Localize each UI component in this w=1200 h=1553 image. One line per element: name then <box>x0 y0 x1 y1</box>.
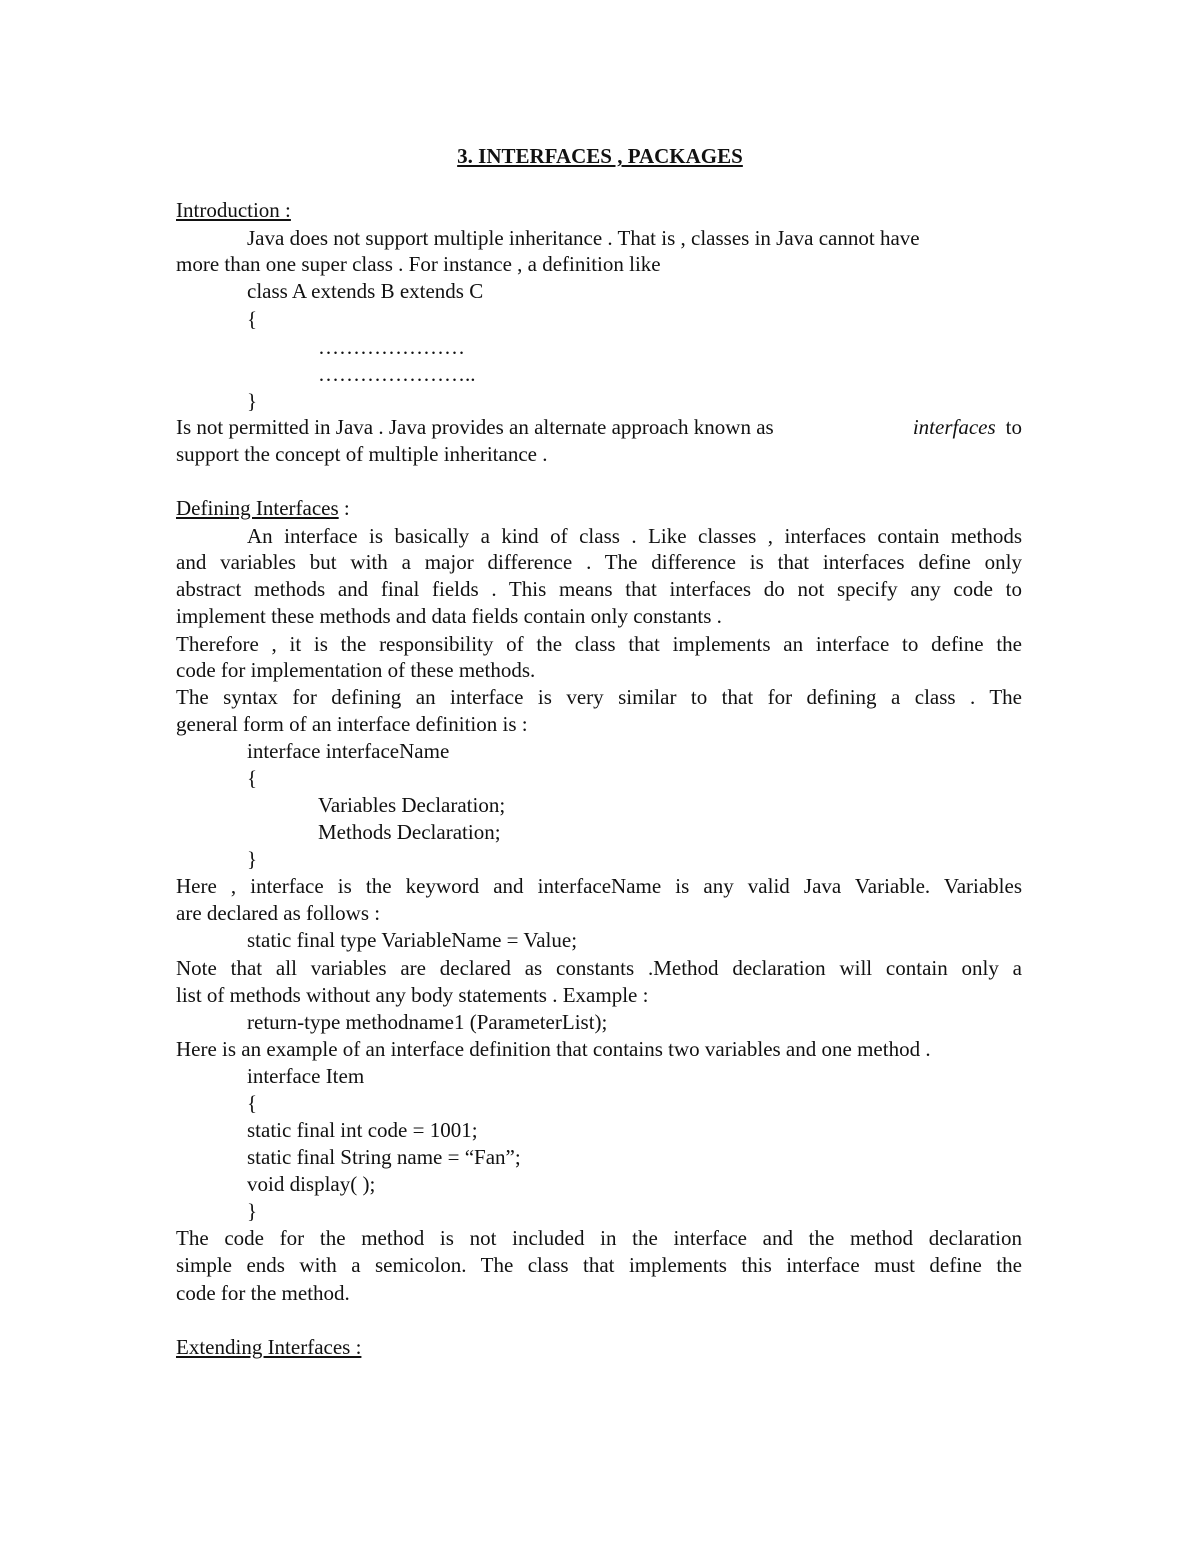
body-line: Therefore , it is the responsibility of the class that implements an interface to define the <box>176 632 1022 656</box>
body-line: abstract methods and final fields . This means that interfaces do not specify any code to <box>176 577 1022 601</box>
intro-text: to <box>1005 415 1022 439</box>
body-line: and variables but with a major difference . The difference is that interfaces define only <box>176 550 1022 574</box>
code-line: { <box>247 307 258 331</box>
extending-interfaces-heading: Extending Interfaces : <box>176 1335 362 1359</box>
intro-paragraph-line <box>247 225 1022 252</box>
body-line: simple ends with a semicolon. The class that implements this interface must define the <box>176 1253 1022 1277</box>
code-line: class A extends B extends C <box>247 279 484 303</box>
body-line: general form of an interface definition is : <box>176 712 528 736</box>
intro-line-text: Java does not support multiple inheritance . That is , classes in Java cannot have <box>247 226 920 250</box>
body-line: list of methods without any body statements . Example : <box>176 983 649 1007</box>
body-line: implement these methods and data fields contain only constants . <box>176 604 722 628</box>
syntax-line: Methods Declaration; <box>318 820 501 844</box>
page-title: 3. INTERFACES , PACKAGES <box>457 144 743 168</box>
syntax-line: { <box>247 766 258 790</box>
body-line: Note that all variables are declared as constants .Method declaration will contain only a <box>176 956 1022 980</box>
intro-paragraph-line: more than one super class . For instance , a definition like <box>176 252 661 276</box>
intro-paragraph-line: support the concept of multiple inheritance . <box>176 442 548 466</box>
body-line: The code for the method is not included in the interface and the method declaration <box>176 1226 1022 1250</box>
body-line: Here is an example of an interface definition that contains two variables and one method . <box>176 1037 931 1061</box>
syntax-line: Variables Declaration; <box>318 793 506 817</box>
code-line: static final String name = “Fan”; <box>247 1145 521 1169</box>
syntax-line: } <box>247 847 258 871</box>
code-line: return-type methodname1 (ParameterList); <box>247 1010 608 1034</box>
syntax-line: interface interfaceName <box>247 739 450 763</box>
intro-text: Is not permitted in Java . Java provides an alternate approach known as <box>176 415 774 439</box>
body-line: code for implementation of these methods. <box>176 658 536 682</box>
code-line: { <box>247 1091 258 1115</box>
interfaces-emphasis: interfaces <box>912 415 996 439</box>
code-line: static final type VariableName = Value; <box>247 928 578 952</box>
intro-paragraph-line <box>176 414 1022 441</box>
code-line: ………………… <box>318 335 465 359</box>
code-line: void display( ); <box>247 1172 376 1196</box>
body-line: The syntax for defining an interface is very similar to that for defining a class . The <box>176 685 1022 709</box>
introduction-heading: Introduction : <box>176 198 291 222</box>
defining-interfaces-heading <box>176 495 350 522</box>
heading-suffix: : <box>338 496 350 520</box>
body-line: Here , interface is the keyword and interfaceName is any valid Java Variable. Variables <box>176 874 1022 898</box>
code-line: } <box>247 1199 258 1223</box>
body-line: An interface is basically a kind of class . Like classes , interfaces contain methods <box>247 524 1022 548</box>
heading-text: Defining Interfaces <box>176 496 339 520</box>
body-line: are declared as follows : <box>176 901 381 925</box>
code-line: } <box>247 389 258 413</box>
body-line: code for the method. <box>176 1281 350 1305</box>
code-line: ………………….. <box>318 362 476 386</box>
code-line: interface Item <box>247 1064 365 1088</box>
code-line: static final int code = 1001; <box>247 1118 478 1142</box>
